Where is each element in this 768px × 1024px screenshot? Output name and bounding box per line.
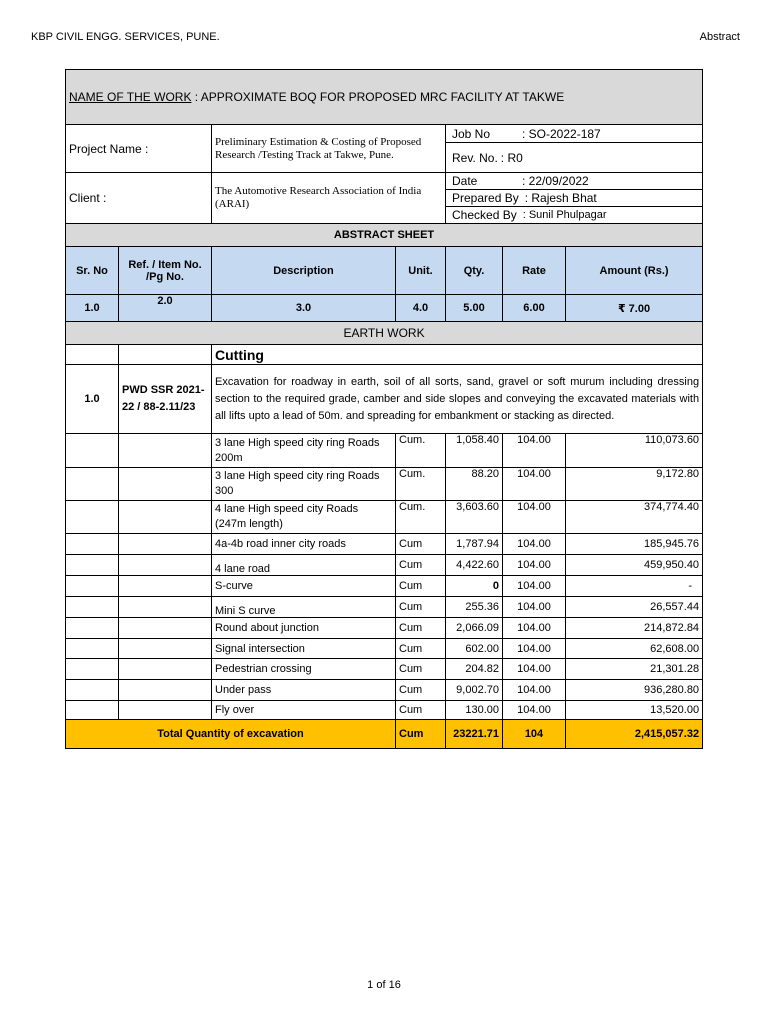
sheet-name: Abstract	[699, 31, 740, 43]
name-of-work	[66, 70, 703, 125]
row-unit: Cum.	[396, 468, 446, 501]
table-row	[66, 680, 703, 701]
rev-no	[446, 143, 703, 173]
col-number-rate: 6.00	[503, 295, 566, 322]
prepared-by-value: : Rajesh Bhat	[524, 191, 597, 205]
row-qty: 9,002.70	[446, 680, 503, 701]
page-number: 1 of 16	[367, 979, 401, 991]
col-number-amount: ₹ 7.00	[566, 295, 703, 322]
col-number-sr: 1.0	[66, 295, 119, 322]
row-unit: Cum	[396, 618, 446, 639]
row-amount: 936,280.80	[566, 680, 703, 701]
row-qty: 4,422.60	[446, 555, 503, 576]
row-description: 3 lane High speed city ring Roads 300	[212, 468, 396, 501]
checked-by-label: Checked By	[452, 208, 517, 222]
row-unit: Cum.	[396, 501, 446, 534]
col-number-ref: 2.0	[119, 295, 212, 322]
project-name-value: Preliminary Estimation & Costing of Proposed Research /Testing Track at Takwe, Pune.	[212, 125, 446, 173]
row-qty: 1,787.94	[446, 534, 503, 555]
total-unit: Cum	[396, 720, 446, 749]
row-unit: Cum	[396, 659, 446, 680]
total-amount: 2,415,057.32	[566, 720, 703, 749]
row-rate: 104.00	[503, 468, 566, 501]
table-row	[66, 659, 703, 680]
col-number-unit: 4.0	[396, 295, 446, 322]
table-row	[66, 501, 703, 534]
row-amount: 26,557.44	[566, 597, 703, 618]
col-number-qty: 5.00	[446, 295, 503, 322]
col-header-amount: Amount (Rs.)	[566, 247, 703, 295]
row-amount: 21,301.28	[566, 659, 703, 680]
row-amount: 214,872.84	[566, 618, 703, 639]
row-amount: -	[566, 576, 703, 597]
table-row	[66, 618, 703, 639]
row-description: S-curve	[212, 576, 396, 597]
row-amount: 110,073.60	[566, 434, 703, 468]
rev-no-label: Rev. No.	[452, 150, 498, 165]
table-row	[66, 434, 703, 468]
table-row	[66, 555, 703, 576]
row-amount: 9,172.80	[566, 468, 703, 501]
row-qty: 1,058.40	[446, 434, 503, 468]
col-header-rate: Rate	[503, 247, 566, 295]
company-name: KBP CIVIL ENGG. SERVICES, PUNE.	[31, 31, 220, 43]
table-row	[66, 639, 703, 659]
total-rate: 104	[503, 720, 566, 749]
row-amount: 374,774.40	[566, 501, 703, 534]
prepared-by-label: Prepared By	[452, 191, 519, 205]
row-rate: 104.00	[503, 434, 566, 468]
row-amount: 13,520.00	[566, 701, 703, 720]
name-of-work-label: NAME OF THE WORK	[69, 90, 192, 104]
abstract-sheet-title: ABSTRACT SHEET	[66, 224, 703, 247]
row-description: Fly over	[212, 701, 396, 720]
item-description: Excavation for roadway in earth, soil of all sorts, sand, gravel or soft murum including dressing section to the required grade, camber and side slopes and conveying the excavated materials with all lifts upto a lead of 50m. and spreading for embankment or stacking as directed.	[212, 365, 703, 434]
row-qty: 88.20	[446, 468, 503, 501]
row-qty: 255.36	[446, 597, 503, 618]
item-ref: PWD SSR 2021-22 / 88-2.11/23	[119, 365, 212, 434]
row-rate: 104.00	[503, 576, 566, 597]
client-label: Client :	[66, 173, 212, 224]
row-description: Round about junction	[212, 618, 396, 639]
col-number-description: 3.0	[212, 295, 396, 322]
col-header-unit: Unit.	[396, 247, 446, 295]
date-value: : 22/09/2022	[522, 174, 589, 188]
prepared-by	[446, 190, 703, 207]
section-earth-work: EARTH WORK	[66, 322, 703, 345]
boq-abstract-table	[65, 69, 703, 749]
row-description: 4a-4b road inner city roads	[212, 534, 396, 555]
name-of-work-text: : APPROXIMATE BOQ FOR PROPOSED MRC FACILITY AT TAKWE	[191, 90, 565, 104]
col-header-qty: Qty.	[446, 247, 503, 295]
row-description: Under pass	[212, 680, 396, 701]
date	[446, 173, 703, 190]
client-value: The Automotive Research Association of India (ARAI)	[212, 173, 446, 224]
row-rate: 104.00	[503, 659, 566, 680]
row-description: Mini S curve	[212, 597, 396, 618]
item-sr-no: 1.0	[66, 365, 119, 434]
row-unit: Cum.	[396, 434, 446, 468]
table-row	[66, 534, 703, 555]
row-unit: Cum	[396, 534, 446, 555]
total-row	[66, 720, 703, 749]
row-qty: 0	[446, 576, 503, 597]
row-rate: 104.00	[503, 639, 566, 659]
row-rate: 104.00	[503, 680, 566, 701]
job-no-value: : SO-2022-187	[522, 126, 601, 141]
row-unit: Cum	[396, 555, 446, 576]
row-description: Signal intersection	[212, 639, 396, 659]
table-row	[66, 468, 703, 501]
total-qty: 23221.71	[446, 720, 503, 749]
subsection-cutting: Cutting	[212, 345, 703, 365]
rev-no-value: : R0	[500, 150, 523, 165]
date-label: Date	[452, 174, 478, 188]
col-header-ref: Ref. / Item No. /Pg No.	[119, 247, 212, 295]
row-rate: 104.00	[503, 555, 566, 576]
table-row	[66, 701, 703, 720]
row-qty: 130.00	[446, 701, 503, 720]
row-amount: 185,945.76	[566, 534, 703, 555]
empty-cell	[66, 345, 119, 365]
row-qty: 204.82	[446, 659, 503, 680]
job-no	[446, 125, 703, 143]
row-amount: 459,950.40	[566, 555, 703, 576]
col-header-sr: Sr. No	[66, 247, 119, 295]
row-unit: Cum	[396, 639, 446, 659]
checked-by	[446, 207, 703, 224]
job-no-label: Job No	[452, 126, 491, 141]
table-row	[66, 576, 703, 597]
row-qty: 3,603.60	[446, 501, 503, 534]
row-description: Pedestrian crossing	[212, 659, 396, 680]
row-unit: Cum	[396, 597, 446, 618]
empty-cell	[119, 345, 212, 365]
row-rate: 104.00	[503, 618, 566, 639]
row-description: 4 lane road	[212, 555, 396, 576]
row-rate: 104.00	[503, 534, 566, 555]
row-rate: 104.00	[503, 701, 566, 720]
checked-by-value: : Sunil Phulpagar	[522, 209, 607, 221]
total-label: Total Quantity of excavation	[66, 720, 396, 749]
row-unit: Cum	[396, 576, 446, 597]
row-rate: 104.00	[503, 501, 566, 534]
col-header-description: Description	[212, 247, 396, 295]
row-qty: 602.00	[446, 639, 503, 659]
table-row	[66, 597, 703, 618]
row-description: 3 lane High speed city ring Roads 200m	[212, 434, 396, 468]
row-unit: Cum	[396, 680, 446, 701]
row-rate: 104.00	[503, 597, 566, 618]
row-qty: 2,066.09	[446, 618, 503, 639]
row-description: 4 lane High speed city Roads (247m length)	[212, 501, 396, 534]
project-name-label: Project Name :	[66, 125, 212, 173]
row-amount: 62,608.00	[566, 639, 703, 659]
row-unit: Cum	[396, 701, 446, 720]
